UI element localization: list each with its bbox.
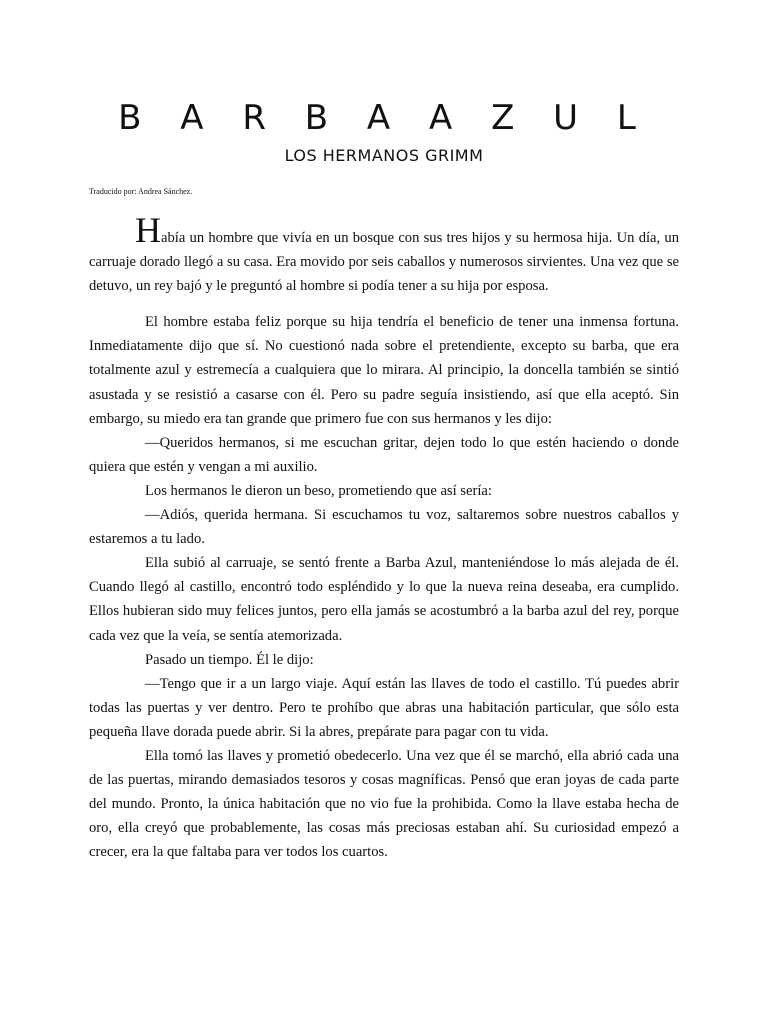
paragraph: —Tengo que ir a un largo viaje. Aquí están las llaves de todo el castillo. Tú puedes abrir todas las puertas y ver dentro. Pero te prohíbo que abras una habitación particular, que sólo esta pequeña llave dorada puede abrir. Si la abres, prepárate para pagar con tu vida. (89, 675, 679, 740)
paragraph: Ella tomó las llaves y prometió obedecerlo. Una vez que él se marchó, ella abrió cada una de las puertas, mirando demasiados tesoros y cosas magníficas. Pensó que eran joyas de cada parte del mundo. Pronto, la única habitación que no vio fue la prohibida. Como la llave estaba hecha de oro, ella creyó que probablemente, las cosas más preciosas estaban ahí. Su curiosidad empezó a crecer, era la que faltaba para ver todos los cuartos. (89, 747, 679, 861)
paragraph-text: abía un hombre que vivía en un bosque con sus tres hijos y su hermosa hija. Un día, un carruaje dorado llegó a su casa. Era movido por seis caballos y numerosos sirvientes. Una vez que se detuvo, un rey bajó y le preguntó al hombre si podía tener a su hija por esposa. (89, 230, 679, 295)
translator-credit: Traducido por: Andrea Sánchez. (89, 187, 193, 196)
story-body (89, 210, 679, 864)
paragraph (89, 210, 679, 298)
document-subtitle: LOS HERMANOS GRIMM (284, 146, 484, 165)
document-title: B A R B A A Z U L (118, 98, 650, 138)
paragraph: Ella subió al carruaje, se sentó frente a Barba Azul, manteniéndose lo más alejada de él. Cuando llegó al castillo, encontró todo espléndido y lo que la nueva reina deseaba, era cumplido. Ellos hubieran sido muy felices juntos, pero ella jamás se acostumbró a la barba azul del rey, porque cada vez que la veía, se sentía atemorizada. (89, 555, 679, 644)
paragraph: El hombre estaba feliz porque su hija tendría el beneficio de tener una inmensa fortuna. Inmediatamente dijo que sí. No cuestionó nada sobre el pretendiente, excepto su barba, que era totalmente azul y estremecía a cualquiera que lo mirara. Al principio, la doncella también se sintió asustada y se resistió a casarse con él. Pero su padre seguía insistiendo, así que ella aceptó. Sin embargo, su miedo era tan grande que primero fue con sus hermanos y les dijo: (89, 314, 679, 427)
paragraph: Los hermanos le dieron un beso, prometiendo que así sería: (145, 482, 492, 499)
paragraph: —Adiós, querida hermana. Si escuchamos tu voz, saltaremos sobre nuestros caballos y estaremos a tu lado. (89, 507, 679, 548)
drop-cap: H (135, 210, 161, 250)
paragraph: —Queridos hermanos, si me escuchan gritar, dejen todo lo que estén haciendo o donde quiera que estén y vengan a mi auxilio. (89, 434, 679, 475)
paragraph: Pasado un tiempo. Él le dijo: (145, 651, 314, 668)
